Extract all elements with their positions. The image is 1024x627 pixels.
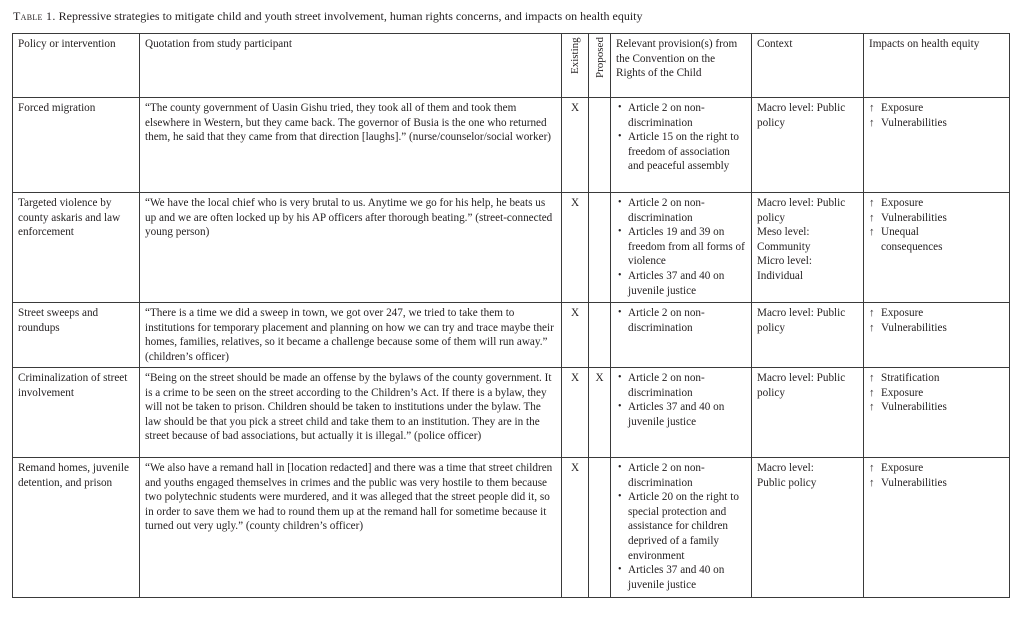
impact-item xyxy=(869,386,1004,401)
impact-label: Exposure xyxy=(881,102,924,114)
existing-cell: X xyxy=(562,303,589,368)
proposed-cell xyxy=(589,303,611,368)
provisions-list xyxy=(616,101,746,174)
proposed-cell xyxy=(589,458,611,598)
context-line: Individual xyxy=(757,269,803,282)
context-line: Macro level: Public xyxy=(757,307,846,319)
arrow-up-icon: ↑ xyxy=(869,372,875,384)
context-line: Meso level: xyxy=(757,226,810,239)
table-row xyxy=(13,98,1010,193)
arrow-up-icon: ↑ xyxy=(869,226,875,239)
existing-cell: X xyxy=(562,458,589,598)
impact-item xyxy=(869,196,1004,211)
impact-label: Vulnerabilities xyxy=(881,476,947,489)
context-cell xyxy=(752,303,864,368)
arrow-up-icon: ↑ xyxy=(869,211,875,224)
impacts-cell xyxy=(864,98,1010,193)
impact-label: Vulnerabilities xyxy=(881,401,947,414)
header-proposed: Proposed xyxy=(589,34,611,98)
policy-cell: Targeted violence by county askaris and law enforcement xyxy=(13,193,140,303)
impact-item xyxy=(869,321,1004,336)
context-line: policy xyxy=(757,386,785,399)
quotation-cell: “We also have a remand hall in [location redacted] and there was a time that street children and youths engaged themselves in crimes and the public was very hostile to them because two polytechnic students were murdered, and it was alleged that the street people did it, so in order to save them we had to round them up at the remand hall for sometime because it turned out very ugly.” (county children’s officer) xyxy=(140,458,562,598)
provisions-cell xyxy=(611,368,752,458)
table-row xyxy=(13,368,1010,458)
impact-item xyxy=(869,225,1004,240)
impacts-cell xyxy=(864,458,1010,598)
context-cell xyxy=(752,193,864,303)
provisions-cell xyxy=(611,193,752,303)
context-line: Public policy xyxy=(757,476,817,489)
impact-label: Exposure xyxy=(881,386,924,399)
provisions-cell xyxy=(611,303,752,368)
provision-item: • Articles 37 and 40 on juvenile justice xyxy=(628,563,746,592)
provisions-list xyxy=(616,306,746,335)
impacts-cell xyxy=(864,303,1010,368)
impact-label: Stratification xyxy=(881,372,940,384)
strategies-table xyxy=(12,33,1010,598)
table-body xyxy=(13,98,1010,598)
policy-cell: Forced migration xyxy=(13,98,140,193)
context-cell xyxy=(752,368,864,458)
impact-item xyxy=(869,116,1004,131)
impact-item xyxy=(869,371,1004,386)
provisions-cell xyxy=(611,458,752,598)
provisions-list xyxy=(616,371,746,429)
existing-cell: X xyxy=(562,193,589,303)
impact-item xyxy=(869,476,1004,491)
context-cell xyxy=(752,458,864,598)
context-line: Macro level: Public xyxy=(757,372,846,384)
context-line: policy xyxy=(757,116,785,129)
provision-item: • Article 15 on the right to freedom of association and peaceful assembly xyxy=(628,130,746,174)
existing-cell: X xyxy=(562,368,589,458)
quotation-cell: “Being on the street should be made an offense by the bylaws of the county government. It is a crime to be seen on the street according to the Children’s Act. If there is a bylaw, they will not be taken to prison. Children should be taken to institutions under the bylaw. The law should be that you pick a street child and take them to an institution. They are in the street because of bad associations, but actually it is illegal.” (police officer) xyxy=(140,368,562,458)
arrow-up-icon: ↑ xyxy=(869,116,875,129)
provisions-cell xyxy=(611,98,752,193)
impact-item xyxy=(869,101,1004,116)
header-quotation: Quotation from study participant xyxy=(140,34,562,98)
arrow-up-icon: ↑ xyxy=(869,307,875,319)
impact-label: Exposure xyxy=(881,462,924,474)
impact-label: Vulnerabilities xyxy=(881,211,947,224)
context-line: policy xyxy=(757,321,785,334)
impact-item xyxy=(869,211,1004,226)
quotation-cell: “We have the local chief who is very brutal to us. Anytime we go for his help, he beats us up and we are often locked up by his AP officers after thorough beating.” (street-connected young person) xyxy=(140,193,562,303)
provision-item: • Articles 37 and 40 on juvenile justice xyxy=(628,269,746,298)
arrow-up-icon: ↑ xyxy=(869,197,875,209)
policy-cell: Street sweeps and roundups xyxy=(13,303,140,368)
provision-item: • Article 2 on non-discrimination xyxy=(628,101,746,130)
impacts-cell xyxy=(864,368,1010,458)
table-title: Repressive strategies to mitigate child and youth street involvement, human rights concerns, and impacts on health equity xyxy=(55,9,643,23)
context-cell xyxy=(752,98,864,193)
provision-item: • Article 2 on non-discrimination xyxy=(628,196,746,225)
header-policy: Policy or intervention xyxy=(13,34,140,98)
impacts-cell xyxy=(864,193,1010,303)
table-row xyxy=(13,458,1010,598)
impact-label: consequences xyxy=(881,240,943,253)
provision-item: • Article 2 on non-discrimination xyxy=(628,461,746,490)
context-line: Micro level: xyxy=(757,255,812,268)
table-row xyxy=(13,193,1010,303)
impact-item xyxy=(869,400,1004,415)
arrow-up-icon: ↑ xyxy=(869,321,875,334)
provisions-list xyxy=(616,196,746,298)
proposed-cell: X xyxy=(589,368,611,458)
policy-cell: Remand homes, juvenile detention, and prison xyxy=(13,458,140,598)
proposed-cell xyxy=(589,193,611,303)
arrow-up-icon: ↑ xyxy=(869,102,875,114)
header-row xyxy=(13,34,1010,98)
arrow-up-icon: ↑ xyxy=(869,476,875,489)
impact-label: Exposure xyxy=(881,307,924,319)
impact-item xyxy=(869,306,1004,321)
provision-item: • Article 2 on non-discrimination xyxy=(628,371,746,400)
context-line: policy xyxy=(757,211,785,224)
impact-item xyxy=(869,240,1004,255)
impact-label: Exposure xyxy=(881,197,924,209)
quotation-cell: “The county government of Uasin Gishu tried, they took all of them and took them elsewhere in Western, but they came back. The governor of Busia is the one who returned them, he said that they came from that direction [laughs].” (nurse/counselor/social worker) xyxy=(140,98,562,193)
provision-item: • Articles 37 and 40 on juvenile justice xyxy=(628,400,746,429)
context-line: Macro level: Public xyxy=(757,102,846,114)
provision-item: • Article 20 on the right to special protection and assistance for children deprived of a family environment xyxy=(628,490,746,563)
header-impacts: Impacts on health equity xyxy=(864,34,1010,98)
provision-item: • Articles 19 and 39 on freedom from all forms of violence xyxy=(628,225,746,269)
arrow-up-icon: ↑ xyxy=(869,386,875,399)
impact-item xyxy=(869,461,1004,476)
header-existing: Existing xyxy=(562,34,589,98)
impact-label: Vulnerabilities xyxy=(881,116,947,129)
impact-label: Unequal xyxy=(881,226,919,239)
table-caption xyxy=(13,9,642,24)
context-line: Community xyxy=(757,240,811,253)
header-context: Context xyxy=(752,34,864,98)
proposed-cell xyxy=(589,98,611,193)
arrow-up-icon: ↑ xyxy=(869,462,875,474)
provisions-list xyxy=(616,461,746,592)
context-line: Macro level: Public xyxy=(757,197,846,209)
context-line: Macro level: xyxy=(757,462,814,474)
header-provisions: Relevant provision(s) from the Convention on the Rights of the Child xyxy=(611,34,752,98)
table-row xyxy=(13,303,1010,368)
table-label: Table 1. xyxy=(13,9,56,23)
impact-label: Vulnerabilities xyxy=(881,321,947,334)
arrow-up-icon: ↑ xyxy=(869,401,875,414)
existing-cell: X xyxy=(562,98,589,193)
policy-cell: Criminalization of street involvement xyxy=(13,368,140,458)
provision-item: • Article 2 on non-discrimination xyxy=(628,306,746,335)
quotation-cell: “There is a time we did a sweep in town, we got over 247, we tried to take them to institutions for temporary placement and planning on how we can try and trace maybe their homes, families, relatives, so it became a challenge because some of them will run away.” (children’s officer) xyxy=(140,303,562,368)
